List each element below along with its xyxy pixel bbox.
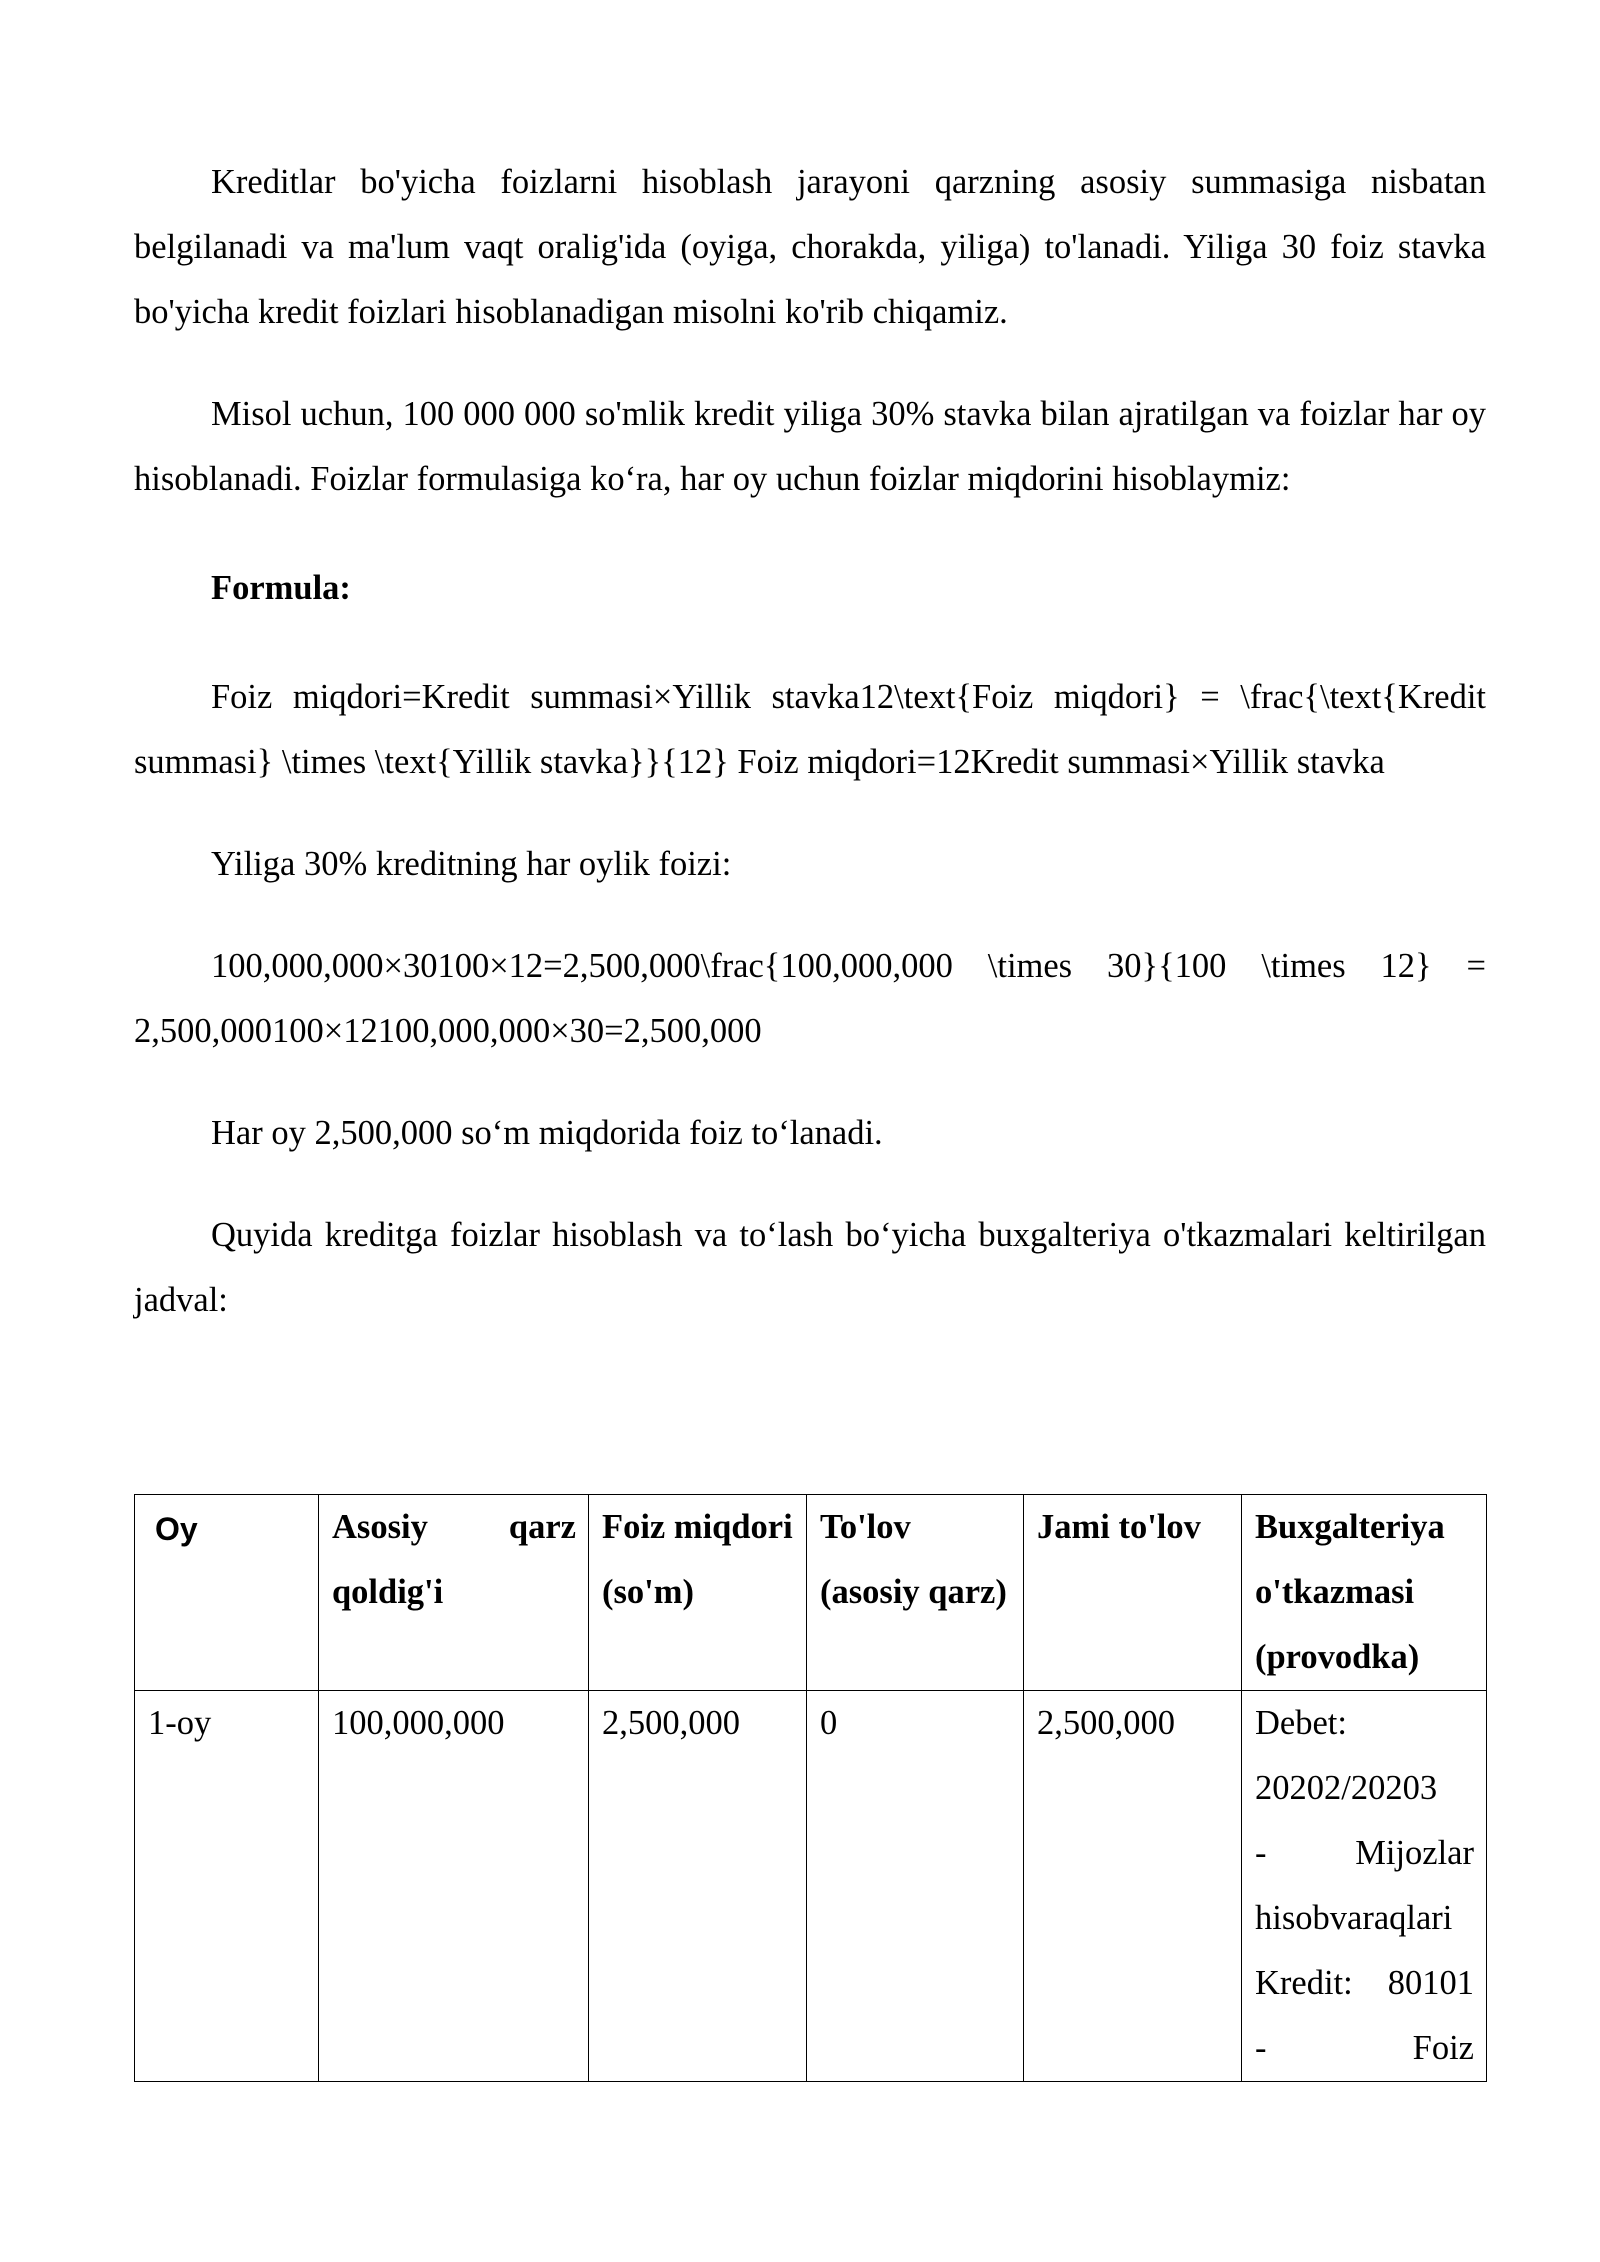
- cell-interest-amount: 2,500,000: [589, 1691, 807, 2082]
- entry-debit-label: Debet:: [1255, 1704, 1347, 1742]
- document-body: [134, 150, 1486, 1333]
- interest-accounting-table: [134, 1494, 1487, 2082]
- calculation-paragraph: 100,000,000×30100×12=2,500,000\frac{100,000,000 \times 30}{100 \times 12} = 2,500,000100×12100,000,000×30=2,500,000: [134, 947, 1486, 1050]
- entry-credit-description: - Foiz: [1255, 2029, 1474, 2067]
- monthly-interest-heading: Yiliga 30% kreditning har oylik foizi:: [211, 845, 732, 883]
- table-header-row: [135, 1495, 1487, 1691]
- formula-paragraph: Foiz miqdori=Kredit summasi×Yillik stavka12\text{Foiz miqdori} = \frac{\text{Kredit summasi} \times \text{Yillik stavka}}{12} Foiz miqdori=12Kredit summasi×Yillik stavka: [134, 678, 1486, 781]
- result-paragraph: Har oy 2,500,000 so‘m miqdorida foiz to‘lanadi.: [211, 1114, 883, 1152]
- header-payment-principal: To'lov (asosiy qarz): [807, 1495, 1024, 1691]
- header-interest-amount: Foiz miqdori (so'm): [589, 1495, 807, 1691]
- header-accounting-entry: Buxgalteriya o'tkazmasi (provodka): [1242, 1495, 1487, 1691]
- header-month: Oy: [135, 1495, 319, 1691]
- cell-payment-principal: 0: [807, 1691, 1024, 2082]
- cell-month: 1-oy: [135, 1691, 319, 2082]
- intro-paragraph: Kreditlar bo'yicha foizlarni hisoblash jarayoni qarzning asosiy summasiga nisbatan belgilanadi va ma'lum vaqt oralig'ida (oyiga, chorakda, yiliga) to'lanadi. Yiliga 30 foiz stavka bo'yicha kredit foizlari hisoblanadigan misolni ko'rib chiqamiz.: [134, 163, 1486, 331]
- table-row: [135, 1691, 1487, 2082]
- cell-accounting-entry: [1242, 1691, 1487, 2082]
- example-paragraph: Misol uchun, 100 000 000 so'mlik kredit yiliga 30% stavka bilan ajratilgan va foizlar har oy hisoblanadi. Foizlar formulasiga ko‘ra, har oy uchun foizlar miqdorini hisoblaymiz:: [134, 395, 1486, 498]
- header-total-payment: Jami to'lov: [1024, 1495, 1242, 1691]
- entry-debit-description: - Mijozlar hisobvaraqlari: [1255, 1834, 1474, 1937]
- header-principal-balance: Asosiy qarz qoldig'i: [319, 1495, 589, 1691]
- table-intro-paragraph: Quyida kreditga foizlar hisoblash va to‘lash bo‘yicha buxgalteriya o'tkazmalari keltirilgan jadval:: [134, 1216, 1486, 1319]
- formula-heading: Formula:: [211, 569, 351, 607]
- cell-total-payment: 2,500,000: [1024, 1691, 1242, 2082]
- cell-principal-balance: 100,000,000: [319, 1691, 589, 2082]
- entry-credit: Kredit: 80101: [1255, 1964, 1474, 2002]
- entry-debit-accounts: 20202/20203: [1255, 1769, 1438, 1807]
